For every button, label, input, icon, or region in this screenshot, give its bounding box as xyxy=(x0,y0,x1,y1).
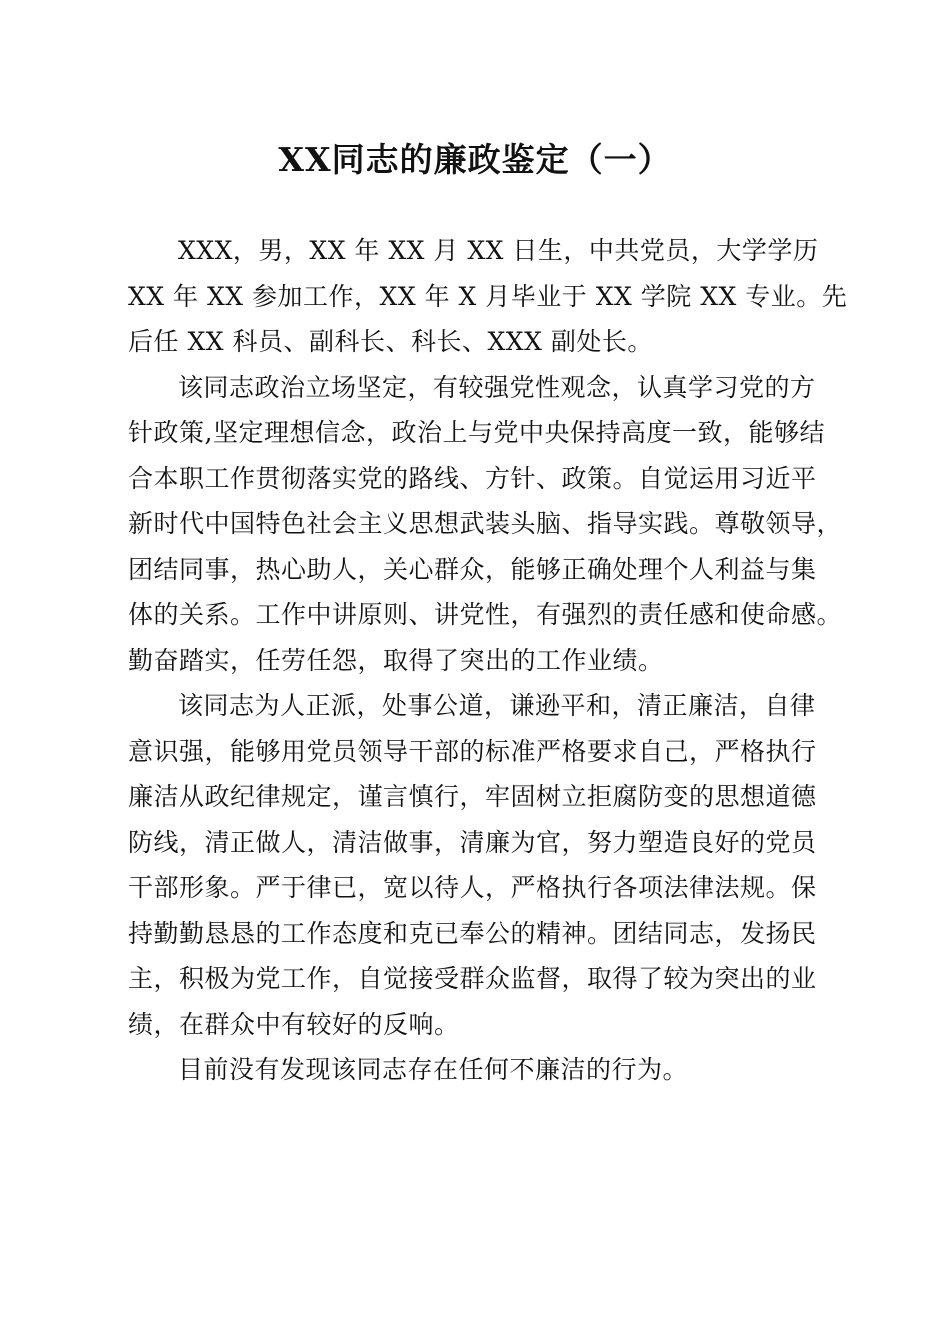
paragraph-line: XXX，男，XX 年 XX 月 XX 日生，中共党员，大学学历 xyxy=(178,236,819,265)
paragraph-line: 该同志为人正派，处事公道，谦逊平和，清正廉洁，自律 xyxy=(178,691,816,720)
paragraph-line: 绩，在群众中有较好的反响。 xyxy=(128,1009,460,1039)
paragraph-line: XX 年 XX 参加工作，XX 年 X 月毕业于 XX 学院 XX 专业。先 xyxy=(128,281,848,311)
paragraph-line: 干部形象。严于律已，宽以待人，严格执行各项法律法规。保 xyxy=(128,873,817,902)
paragraph-line: 新时代中国特色社会主义思想武装头脑、指导实践。尊敬领导， xyxy=(128,509,843,538)
paragraph-conclusion xyxy=(128,1047,828,1093)
paragraph-line: 该同志政治立场坚定，有较强党性观念，认真学习党的方 xyxy=(178,372,816,402)
paragraph-line: 意识强，能够用党员领导干部的标准严格要求自己，严格执行 xyxy=(128,736,817,766)
paragraph-political-stance xyxy=(128,365,843,684)
paragraph-line: 团结同事，热心助人，关心群众，能够正确处理个人利益与集 xyxy=(128,554,817,584)
document-body xyxy=(128,228,848,1093)
paragraph-line: 针政策,坚定理想信念，政治上与党中央保持高度一致，能够结 xyxy=(128,418,825,447)
paragraph-line: 合本职工作贯彻落实党的路线、方针、政策。自觉运用习近平 xyxy=(128,463,817,493)
paragraph-line: 勤奋踏实，任劳任怨，取得了突出的工作业绩。 xyxy=(128,645,664,675)
paragraph-integrity xyxy=(128,683,828,1047)
paragraph-line: 体的关系。工作中讲原则、讲党性，有强烈的责任感和使命感。 xyxy=(128,600,843,629)
paragraph-line: 目前没有发现该同志存在任何不廉洁的行为。 xyxy=(178,1055,689,1084)
paragraph-line: 持勤勤恳恳的工作态度和克已奉公的精神。团结同志，发扬民 xyxy=(128,918,817,948)
paragraph-line: 后任 XX 科员、副科长、科长、XXX 副处长。 xyxy=(128,327,653,356)
paragraph-line: 防线，清正做人，清洁做事，清廉为官，努力塑造良好的党员 xyxy=(128,827,817,857)
document-title: XX同志的廉政鉴定（一） xyxy=(278,140,672,179)
paragraph-line: 廉洁从政纪律规定，谨言慎行，牢固树立拒腐防变的思想道德 xyxy=(128,782,817,811)
paragraph-profile xyxy=(128,228,848,365)
paragraph-line: 主，积极为党工作，自觉接受群众监督，取得了较为突出的业 xyxy=(128,964,817,993)
